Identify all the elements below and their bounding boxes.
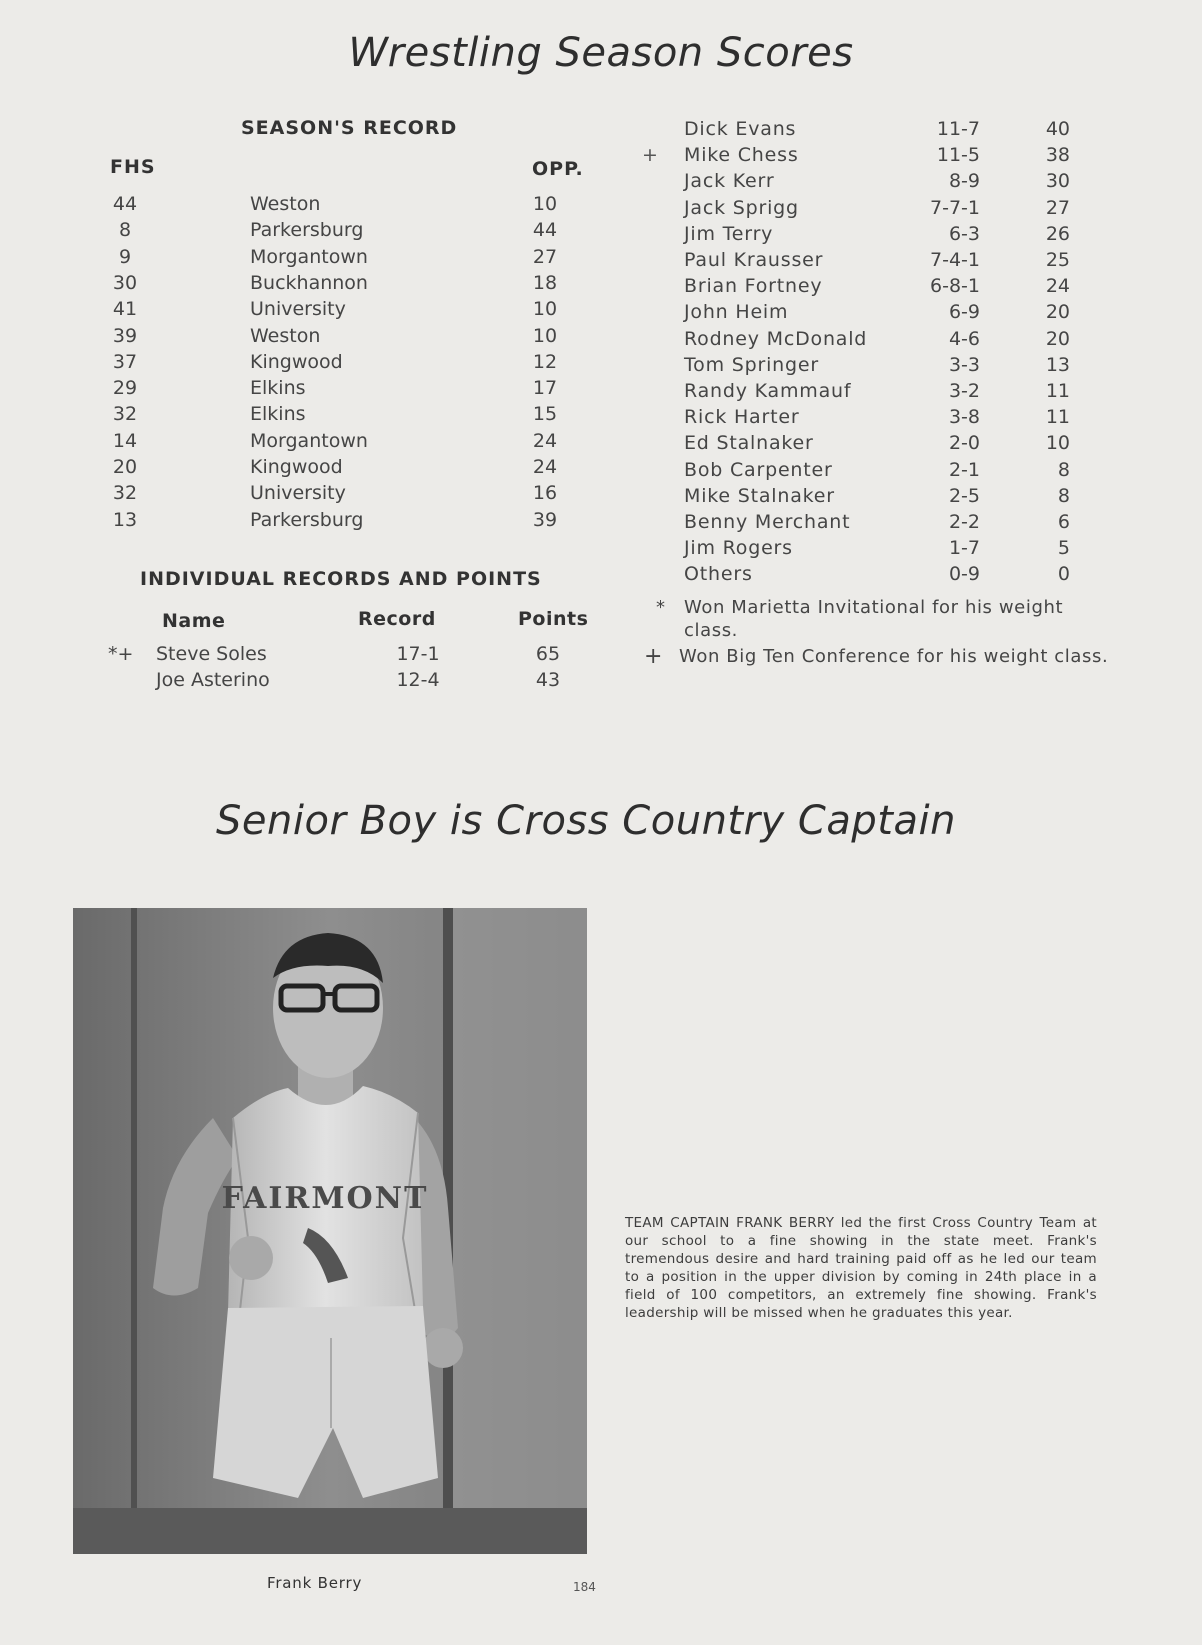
frank-berry-photo: [73, 908, 587, 1554]
table-row: [108, 667, 608, 693]
list-item: [640, 273, 1080, 299]
table-row: [100, 323, 580, 349]
opponent-name: Weston: [250, 193, 321, 215]
wrestler-name: Benny Merchant: [684, 511, 851, 533]
opponent-name: Kingwood: [250, 350, 343, 373]
list-item: [640, 430, 1080, 456]
wrestler-name: Mike Stalnaker: [684, 484, 835, 507]
list-item: [640, 247, 1080, 273]
opp-score: 10: [532, 193, 558, 215]
wrestler-name: Bob Carpenter: [684, 458, 833, 481]
opp-score: 44: [532, 219, 558, 242]
list-item: [640, 483, 1080, 509]
wrestler-name: Steve Soles: [156, 643, 267, 665]
record-column-header: Record: [358, 608, 436, 630]
wrestler-points: 13: [1045, 353, 1070, 376]
wrestler-points: 10: [1045, 432, 1070, 455]
season-record-heading: SEASON'S RECORD: [241, 117, 458, 139]
wrestler-record: 7-4-1: [930, 249, 980, 271]
note-big-ten: Won Big Ten Conference for his weight class.: [679, 646, 1109, 667]
opponent-name: Morgantown: [250, 429, 368, 452]
table-row: [100, 428, 580, 454]
captain-description: TEAM CAPTAIN FRANK BERRY led the first Cross Country Team at our school to a fine showing in the state meet. Frank's tremendous desire and hard training paid off as he led our team to a position in the upper division by coming in 24th place in a field of 100 competitors, an extremely fine showing. Frank's leadership will be missed when he graduates this year.: [625, 1215, 1097, 1321]
wrestler-name: Rodney McDonald: [684, 327, 868, 350]
list-item: [640, 352, 1080, 378]
table-row: [100, 270, 580, 296]
opp-score: 12: [532, 350, 558, 373]
list-item: [640, 221, 1080, 247]
opp-score: 10: [532, 324, 558, 347]
wrestler-name: Rick Harter: [684, 406, 800, 429]
wrestler-record: 3-2: [948, 380, 980, 402]
list-item: [640, 326, 1080, 352]
opponent-name: Parkersburg: [250, 219, 364, 242]
wrestler-name: Jack Kerr: [684, 170, 775, 193]
wrestler-record: 3-3: [948, 353, 980, 376]
wrestler-points: 25: [1045, 249, 1070, 271]
name-column-header: Name: [162, 610, 226, 632]
wrestler-record: 4-6: [948, 327, 980, 350]
wrestler-name: Joe Asterino: [156, 669, 270, 691]
page-number: 184: [573, 1580, 596, 1594]
table-row: [100, 507, 580, 533]
note-marietta: Won Marietta Invitational for his weight class.: [684, 597, 1064, 641]
wrestler-name: Jim Terry: [684, 222, 774, 245]
wrestler-name: Brian Fortney: [684, 275, 823, 298]
list-item: [640, 535, 1080, 561]
opp-score: 17: [532, 377, 558, 400]
jersey-lettering: FAIRMONT: [221, 1181, 429, 1216]
fhs-score: 13: [112, 508, 138, 531]
list-item: [640, 195, 1080, 221]
fhs-score: 8: [118, 219, 132, 242]
wrestler-name: Dick Evans: [684, 118, 797, 140]
table-row: [100, 480, 580, 506]
wrestler-points: 20: [1045, 301, 1070, 324]
opponent-name: Weston: [250, 324, 321, 347]
wrestler-points: 30: [1045, 170, 1070, 193]
wrestler-record: 6-9: [948, 301, 980, 324]
fhs-score: 32: [112, 482, 138, 505]
opp-column-header: OPP.: [532, 158, 584, 180]
opponent-name: University: [250, 482, 346, 505]
wrestler-points: 38: [1045, 144, 1070, 167]
wrestler-points: 27: [1045, 196, 1070, 219]
wrestler-record: 2-2: [948, 511, 980, 533]
opp-score: 15: [532, 403, 558, 426]
fhs-score: 9: [118, 245, 132, 268]
wrestler-record: 2-0: [948, 432, 980, 455]
wrestler-name: Mike Chess: [684, 144, 799, 167]
table-row: [108, 641, 608, 667]
wrestler-record: 8-9: [948, 170, 980, 193]
opp-score: 10: [532, 298, 558, 321]
wrestler-points: 11: [1045, 380, 1070, 402]
wrestler-points: 24: [1045, 275, 1070, 298]
opponent-name: University: [250, 298, 346, 321]
fhs-score: 30: [112, 271, 138, 294]
wrestler-record: 6-3: [948, 222, 980, 245]
wrestler-record: 1-7: [948, 537, 980, 560]
fhs-score: 37: [112, 350, 138, 373]
list-item: [640, 457, 1080, 483]
wrestler-name: Tom Springer: [684, 353, 819, 376]
record-mark: +: [642, 144, 658, 167]
opponent-name: Parkersburg: [250, 508, 364, 531]
opponent-name: Elkins: [250, 403, 306, 426]
opponent-name: Buckhannon: [250, 271, 368, 294]
wrestler-record: 12-4: [396, 669, 440, 691]
wrestler-name: Ed Stalnaker: [684, 432, 814, 455]
wrestler-name: Others: [684, 563, 753, 586]
individual-records-heading: INDIVIDUAL RECORDS AND POINTS: [140, 568, 542, 590]
page-title: Wrestling Season Scores: [348, 30, 854, 76]
table-row: [100, 296, 580, 322]
fhs-score: 14: [112, 429, 138, 452]
opp-score: 39: [532, 508, 558, 531]
wrestler-points: 65: [535, 643, 561, 665]
list-item: [640, 509, 1080, 535]
wrestler-points: 20: [1045, 327, 1070, 350]
wrestler-points: 11: [1045, 406, 1070, 429]
fhs-column-header: FHS: [110, 156, 156, 178]
wrestler-record: 7-7-1: [930, 196, 980, 219]
section-title: Senior Boy is Cross Country Captain: [216, 798, 956, 844]
wrestler-name: Randy Kammauf: [684, 380, 852, 402]
opponent-name: Morgantown: [250, 245, 368, 268]
wrestler-record: 3-8: [948, 406, 980, 429]
wrestler-points: 26: [1045, 222, 1070, 245]
fhs-score: 29: [112, 377, 138, 400]
opp-score: 18: [532, 271, 558, 294]
wrestler-record: 0-9: [948, 563, 980, 586]
fhs-score: 41: [112, 298, 138, 321]
list-item: [640, 299, 1080, 325]
wrestler-record: 17-1: [396, 643, 440, 665]
wrestler-name: Paul Krausser: [684, 249, 824, 271]
fhs-score: 32: [112, 403, 138, 426]
wrestler-record: 2-5: [948, 484, 980, 507]
table-row: [100, 454, 580, 480]
opp-score: 24: [532, 456, 558, 478]
table-row: [100, 217, 580, 243]
opponent-name: Elkins: [250, 377, 306, 400]
wrestler-record: 6-8-1: [930, 275, 980, 298]
wrestler-points: 8: [1057, 484, 1070, 507]
wrestler-points: 43: [535, 669, 561, 691]
table-row: [100, 375, 580, 401]
wrestler-points: 40: [1045, 118, 1070, 140]
wrestler-points: 5: [1057, 537, 1070, 560]
list-item: [640, 561, 1080, 587]
wrestler-record: 2-1: [948, 458, 980, 481]
opp-score: 16: [532, 482, 558, 505]
fhs-score: 20: [112, 456, 138, 478]
table-row: [100, 191, 580, 217]
opp-score: 24: [532, 429, 558, 452]
points-column-header: Points: [518, 608, 589, 630]
wrestler-name: John Heim: [684, 301, 789, 324]
wrestler-points: 8: [1057, 458, 1070, 481]
wrestler-points: 0: [1057, 563, 1070, 586]
note-plus-mark: +: [644, 644, 664, 669]
list-item: [640, 168, 1080, 194]
record-mark: *+: [108, 643, 134, 665]
wrestler-points: 6: [1057, 511, 1070, 533]
fhs-score: 39: [112, 324, 138, 347]
list-item: [640, 116, 1080, 142]
table-row: [100, 244, 580, 270]
list-item: [640, 404, 1080, 430]
note-asterisk-mark: *: [656, 597, 666, 618]
fhs-score: 44: [112, 193, 138, 215]
photo-caption: Frank Berry: [267, 1574, 363, 1592]
opponent-name: Kingwood: [250, 456, 343, 478]
list-item: [640, 378, 1080, 404]
wrestler-name: Jim Rogers: [684, 537, 793, 560]
table-row: [100, 349, 580, 375]
list-item: [640, 142, 1080, 168]
wrestler-record: 11-5: [936, 144, 980, 167]
wrestler-name: Jack Sprigg: [684, 196, 799, 219]
opp-score: 27: [532, 245, 558, 268]
wrestler-record: 11-7: [936, 118, 980, 140]
runner-photo-illustration: [73, 908, 587, 1554]
table-row: [100, 401, 580, 427]
